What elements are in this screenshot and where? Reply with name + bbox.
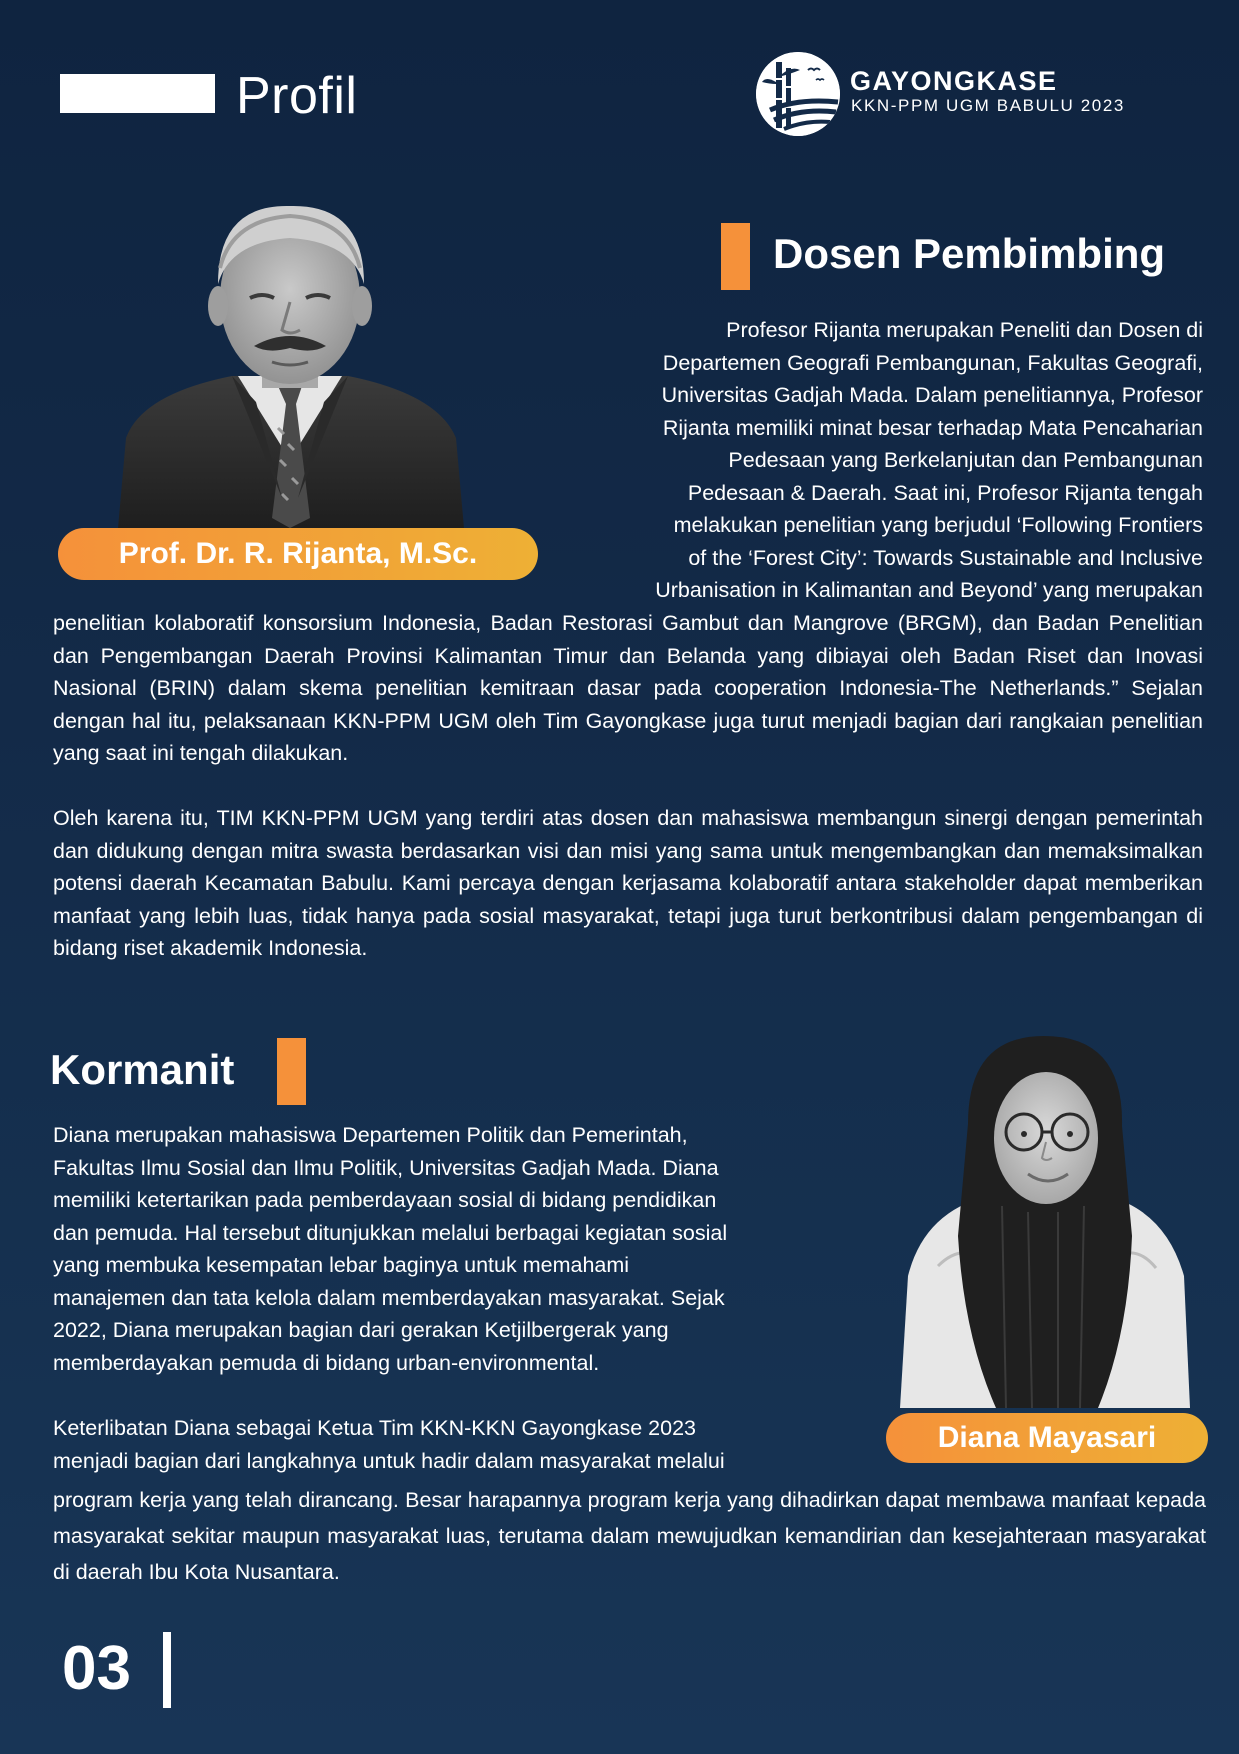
- text-line: manajemen dan tata kelola dalam memberdayakan masyarakat. Sejak: [53, 1285, 725, 1310]
- text-line: Urbanisation in Kalimantan and Beyond’ yang merupakan: [655, 578, 1203, 602]
- text-line: yang membuka kesempatan lebar baginya untuk memahami: [53, 1253, 630, 1277]
- heading-kormanit: Kormanit: [50, 1046, 235, 1093]
- text-line: Keterlibatan Diana sebagai Ketua Tim KKN-KKN Gayongkase 2023: [53, 1416, 696, 1440]
- text-line: Diana merupakan mahasiswa Departemen Politik dan Pemerintah,: [53, 1123, 688, 1147]
- kormanit-paragraph-2-continuation: program kerja yang telah dirancang. Besar harapannya program kerja yang dihadirkan dapat membawa manfaat kepada masyarakat sekitar maupun masyarakat luas, terutama dalam mewujudkan kemandirian dan kesejahteraan masyarakat di daerah Ibu Kota Nusantara.: [53, 1488, 1206, 1584]
- kormanit-paragraph-2-start: [53, 1412, 893, 1477]
- text-line: of the ‘Forest City’: Towards Sustainable and Inclusive: [688, 545, 1203, 570]
- header-white-bar: [60, 74, 215, 113]
- text-line: melakukan penelitian yang berjudul ‘Following Frontiers: [673, 513, 1203, 537]
- page-number: 03: [62, 1634, 131, 1703]
- heading-accent-bar: [721, 223, 750, 290]
- kormanit-paragraph-1: [53, 1119, 893, 1379]
- supervisor-intro: [520, 314, 1203, 607]
- heading-dosen-pembimbing: Dosen Pembimbing: [773, 230, 1166, 277]
- supervisor-paragraph-2: Oleh karena itu, TIM KKN-PPM UGM yang terdiri atas dosen dan mahasiswa membangun sinergi dengan pemerintah dan didukung dengan mitra swasta berdasarkan visi dan misi yang sama untuk mengembangkan dan memaksimalkan potensi daerah Kecamatan Babulu. Kami percaya dengan kerjasama kolaboratif antara stakeholder dapat memberikan manfaat yang lebih luas, tidak hanya pada sosial masyarakat, tetapi juga turut berkontribusi dalam pengembangan di bidang riset akademik Indonesia.: [53, 806, 1203, 960]
- supervisor-portrait-icon: [112, 198, 468, 528]
- text-line: 2022, Diana merupakan bagian dari gerakan Ketjilbergerak yang: [53, 1318, 669, 1342]
- brand-name: GAYONGKASE: [850, 66, 1058, 96]
- supervisor-paragraph-continuation: penelitian kolaboratif konsorsium Indonesia, Badan Restorasi Gambut dan Mangrove (BRGM), dan Badan Penelitian dan Pengembangan Daerah Provinsi Kalimantan Timur dan Belanda yang dibiayai oleh Badan Riset dan Inovasi Nasional (BRIN) dalam skema penelitian kemitraan dasar pada cooperation Indonesia-The Netherlands.” Sejalan dengan hal itu, pelaksanaan KKN-PPM UGM oleh Tim Gayongkase juga turut menjadi bagian dari rangkaian penelitian yang saat ini tengah dilakukan.: [53, 611, 1203, 765]
- text-line: Departemen Geografi Pembangunan, Fakultas Geografi,: [662, 350, 1203, 375]
- text-line: Fakultas Ilmu Sosial dan Ilmu Politik, Universitas Gadjah Mada. Diana: [53, 1155, 719, 1180]
- supervisor-photo: [112, 198, 468, 528]
- text-line: Pedesaan & Daerah. Saat ini, Profesor Rijanta tengah: [687, 480, 1203, 505]
- text-line: dan pemuda. Hal tersebut ditunjukkan melalui berbagai kegiatan sosial: [53, 1220, 728, 1245]
- text-line: Rijanta memiliki minat besar terhadap Mata Pencaharian: [662, 415, 1203, 440]
- heading-accent-bar: [277, 1038, 306, 1105]
- gayongkase-logo: [756, 52, 840, 136]
- kormanit-photo: [898, 1036, 1190, 1408]
- supervisor-name-badge: Prof. Dr. R. Rijanta, M.Sc.: [58, 528, 538, 580]
- bamboo-logo-icon: [756, 52, 840, 136]
- text-line: menjadi bagian dari langkahnya untuk hadir dalam masyarakat melalui: [53, 1448, 725, 1473]
- text-line: Universitas Gadjah Mada. Dalam penelitiannya, Profesor: [661, 383, 1203, 407]
- page-number-divider: [163, 1632, 171, 1708]
- brand-subtitle: KKN-PPM UGM BABULU 2023: [851, 96, 1125, 115]
- text-line: memberdayakan pemuda di bidang urban-environmental.: [53, 1350, 600, 1375]
- text-line: Pedesaan yang Berkelanjutan dan Pembangunan: [728, 448, 1203, 472]
- page-title: Profil: [236, 67, 358, 125]
- text-line: Profesor Rijanta merupakan Peneliti dan Dosen di: [726, 318, 1203, 342]
- kormanit-name-badge: Diana Mayasari: [886, 1413, 1208, 1463]
- kormanit-portrait-icon: [898, 1036, 1190, 1408]
- text-line: memiliki ketertarikan pada pemberdayaan sosial di bidang pendidikan: [53, 1188, 717, 1212]
